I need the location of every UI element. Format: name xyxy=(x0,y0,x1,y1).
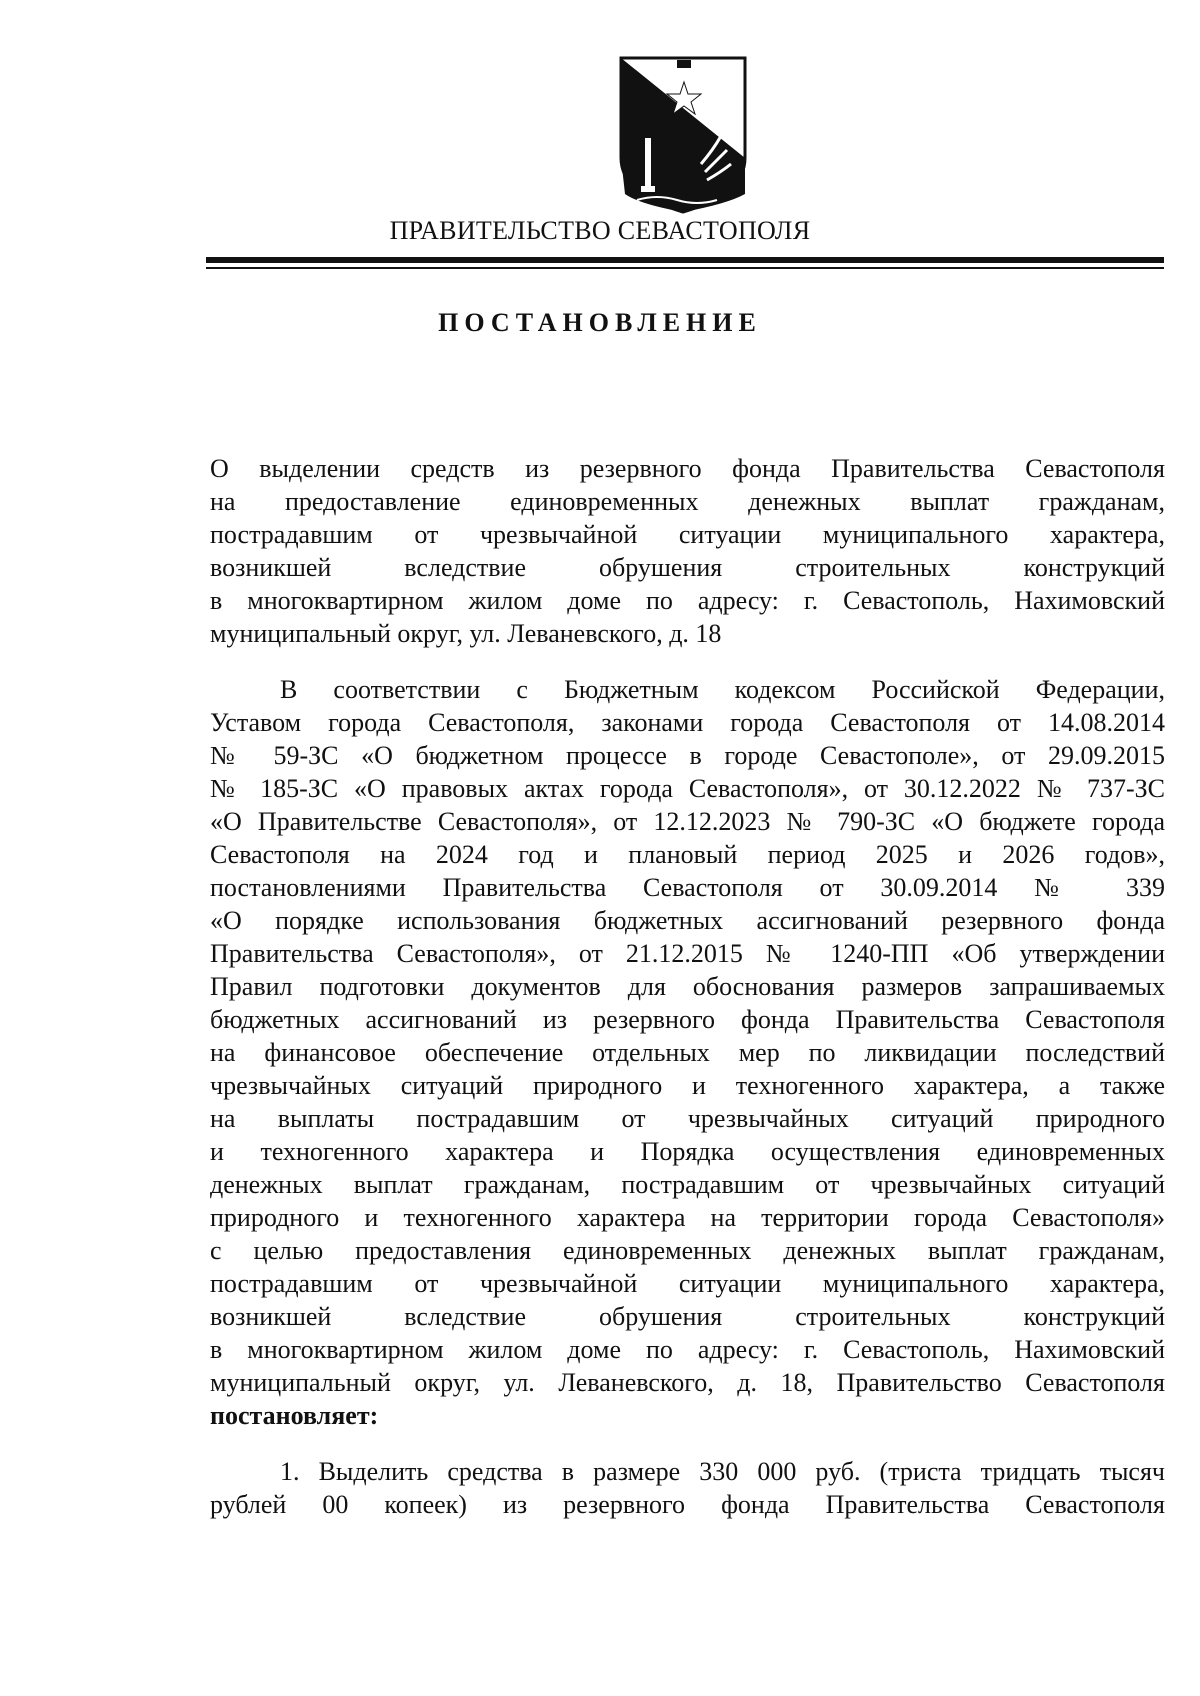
item-1-line: рублей 00 копеек) из резервного фонда Правительства Севастополя xyxy=(210,1490,1165,1519)
preamble-line: с целью предоставления единовременных денежных выплат гражданам, xyxy=(210,1236,1165,1265)
resolves-phrase: постановляет: xyxy=(210,1401,379,1430)
preamble-line: природного и техногенного характера на территории города Севастополя» xyxy=(210,1203,1165,1232)
preamble-line: возникшей вследствие обрушения строительных конструкций xyxy=(210,1302,1165,1331)
title-line: муниципальный округ, ул. Леваневского, д. 18 xyxy=(210,619,722,648)
sevastopol-coat-of-arms-icon xyxy=(617,54,749,216)
preamble-line: постановлениями Правительства Севастополя от 30.09.2014 № 339 xyxy=(210,873,1165,902)
organization-name: ПРАВИТЕЛЬСТВО СЕВАСТОПОЛЯ xyxy=(389,216,811,245)
preamble-line: Севастополя на 2024 год и плановый период 2025 и 2026 годов», xyxy=(210,840,1165,869)
preamble-line: В соответствии с Бюджетным кодексом Российской Федерации, xyxy=(280,675,1165,704)
header-divider-thick xyxy=(206,257,1164,263)
preamble-line: муниципальный округ, ул. Леваневского, д. 18, Правительство Севастополя xyxy=(210,1368,1165,1397)
title-line: на предоставление единовременных денежных выплат гражданам, xyxy=(210,487,1165,516)
preamble-line: и техногенного характера и Порядка осуществления единовременных xyxy=(210,1137,1165,1166)
preamble-line: денежных выплат гражданам, пострадавшим от чрезвычайных ситуаций xyxy=(210,1170,1165,1199)
title-line: О выделении средств из резервного фонда Правительства Севастополя xyxy=(210,454,1165,483)
item-1-line: 1. Выделить средства в размере 330 000 руб. (триста тридцать тысяч xyxy=(280,1457,1165,1486)
title-line: в многоквартирном жилом доме по адресу: г. Севастополь, Нахимовский xyxy=(210,586,1165,615)
preamble-line: пострадавшим от чрезвычайной ситуации муниципального характера, xyxy=(210,1269,1165,1298)
header-divider-thin xyxy=(206,267,1164,269)
preamble-line: № 185-ЗС «О правовых актах города Севастополя», от 30.12.2022 № 737-ЗС xyxy=(210,774,1165,803)
document-type: ПОСТАНОВЛЕНИЕ xyxy=(438,308,762,337)
preamble-line: бюджетных ассигнований из резервного фонда Правительства Севастополя xyxy=(210,1005,1165,1034)
preamble-line: на финансовое обеспечение отдельных мер по ликвидации последствий xyxy=(210,1038,1165,1067)
title-line: возникшей вследствие обрушения строительных конструкций xyxy=(210,553,1165,582)
preamble-line: «О порядке использования бюджетных ассигнований резервного фонда xyxy=(210,906,1165,935)
preamble-line: Уставом города Севастополя, законами города Севастополя от 14.08.2014 xyxy=(210,708,1165,737)
preamble-line: Правил подготовки документов для обоснования размеров запрашиваемых xyxy=(210,972,1165,1001)
preamble-line: № 59-ЗС «О бюджетном процессе в городе Севастополе», от 29.09.2015 xyxy=(210,741,1165,770)
preamble-line: «О Правительстве Севастополя», от 12.12.2023 № 790-ЗС «О бюджете города xyxy=(210,807,1165,836)
preamble-line: Правительства Севастополя», от 21.12.2015 № 1240-ПП «Об утверждении xyxy=(210,939,1165,968)
preamble-line: в многоквартирном жилом доме по адресу: г. Севастополь, Нахимовский xyxy=(210,1335,1165,1364)
preamble-line: чрезвычайных ситуаций природного и техногенного характера, а также xyxy=(210,1071,1165,1100)
title-line: пострадавшим от чрезвычайной ситуации муниципального характера, xyxy=(210,520,1165,549)
preamble-line: на выплаты пострадавшим от чрезвычайных ситуаций природного xyxy=(210,1104,1165,1133)
